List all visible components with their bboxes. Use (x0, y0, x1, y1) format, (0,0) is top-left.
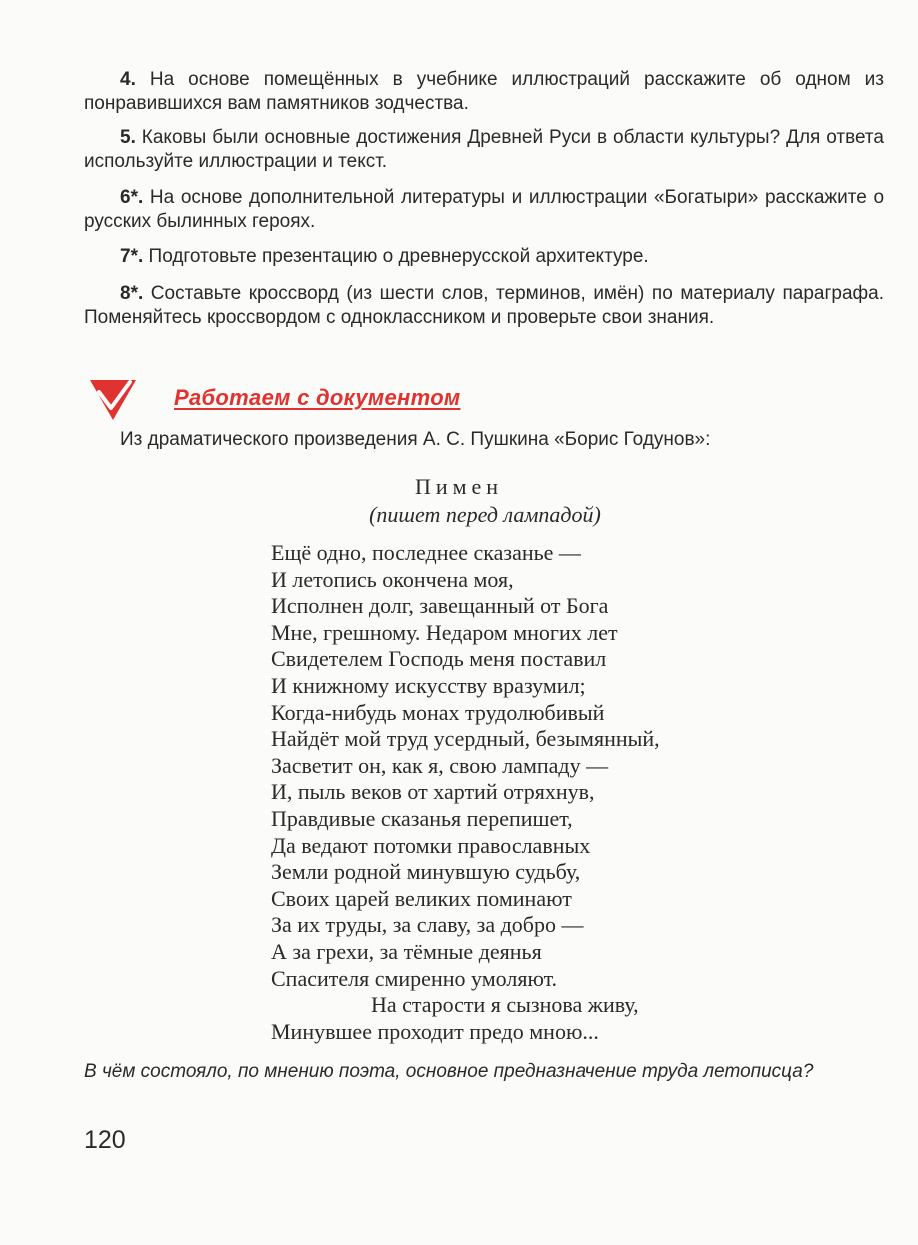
page-number: 120 (84, 1126, 126, 1154)
question-text: На основе дополнительной литературы и иллюстрации «Богатыри» расскажите о русских былинных героях. (84, 187, 885, 232)
section-header (90, 378, 590, 428)
verse-line: Минувшее проходит предо мною... (271, 1018, 599, 1044)
stage-direction: (пишет перед лампадой) (369, 502, 601, 527)
verse-line: И летопись окончена моя, (271, 566, 514, 592)
verse-line: Засветит он, как я, свою лампаду — (271, 752, 609, 778)
poem-excerpt (271, 540, 871, 1045)
verse-line: Мне, грешному. Недаром многих лет (271, 619, 618, 645)
verse-line: Когда-нибудь монах трудолюбивый (271, 699, 605, 725)
question-7 (84, 245, 884, 269)
verse-line: Спасителя смиренно умоляют. (271, 965, 558, 991)
verse-line: Правдивые сказанья перепишет, (271, 805, 573, 831)
question-number: 4. (120, 69, 136, 90)
verse-line: Земли родной минувшую судьбу, (271, 859, 581, 885)
question-number: 7*. (120, 246, 144, 267)
question-4 (84, 68, 884, 116)
verse-line: А за грехи, за тёмные деянья (271, 938, 542, 964)
question-text: Составьте кроссворд (из шести слов, терминов, имён) по материалу параграфа. Поменяйтесь кроссвордом с одноклассником и проверьте свои знания. (84, 283, 884, 328)
verse-line: Свидетелем Господь меня поставил (271, 646, 607, 672)
question-number: 5. (120, 127, 136, 148)
verse-line: За их труды, за славу, за добро — (271, 912, 584, 938)
question-5 (84, 126, 884, 174)
section-title: Работаем с документом (174, 385, 461, 410)
verse-line: И книжному искусству вразумил; (271, 672, 586, 698)
closing-question: В чём состояло, по мнению поэта, основное предназначение труда летописца? (84, 1061, 814, 1082)
verse-line: Да ведают потомки православных (271, 832, 591, 858)
verse-line: И, пыль веков от хартий отряхнув, (271, 779, 595, 805)
verse-line: Найдёт мой труд усердный, безымянный, (271, 726, 660, 752)
question-text: На основе помещённых в учебнике иллюстраций расскажите об одном из понравившихся вам памятников зодчества. (84, 69, 885, 114)
question-6 (84, 186, 884, 234)
question-text: Каковы были основные достижения Древней Руси в области культуры? Для ответа используйте иллюстрации и текст. (84, 127, 884, 172)
question-number: 6*. (120, 187, 144, 208)
question-8 (84, 282, 884, 330)
verse-line: Ещё одно, последнее сказанье — (271, 540, 581, 565)
verse-line: На старости я сызнова живу, (371, 992, 639, 1018)
question-text: Подготовьте презентацию о древнерусской архитектуре. (148, 246, 649, 267)
speaker-name: Пимен (414, 474, 504, 499)
verse-line: Своих царей великих поминают (271, 885, 572, 911)
document-intro: Из драматического произведения А. С. Пушкина «Борис Годунов»: (120, 429, 711, 450)
question-number: 8*. (120, 283, 144, 304)
verse-line: Исполнен долг, завещанный от Бога (271, 593, 609, 619)
red-check-triangle-icon (90, 378, 136, 422)
